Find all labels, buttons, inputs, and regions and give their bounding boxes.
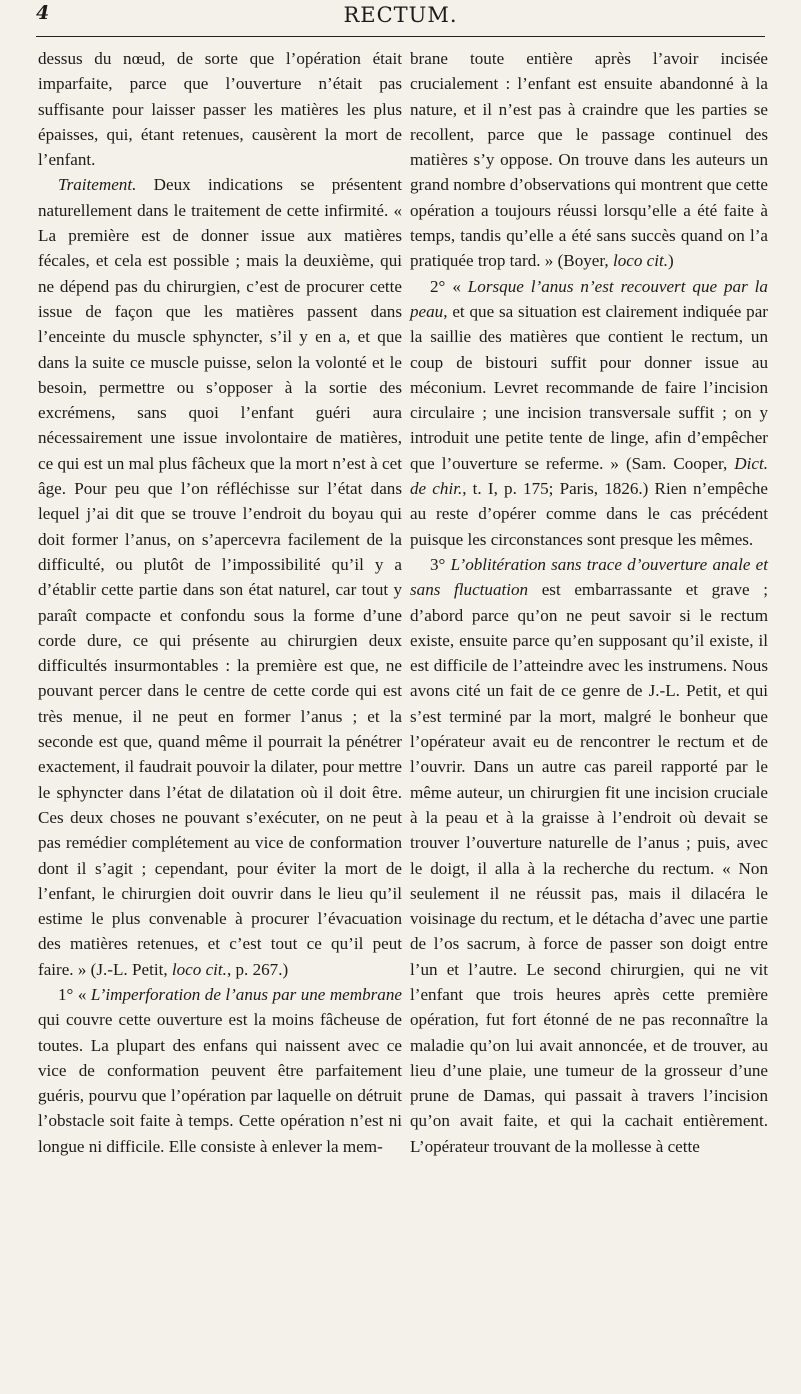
item-number: 3° <box>430 554 451 574</box>
item-heading: L’imperforation de l’anus par une membrane <box>90 984 402 1004</box>
paragraph-continuation <box>38 46 402 172</box>
paragraph-imperforation <box>38 982 402 1159</box>
page-header <box>36 2 765 37</box>
item-number: 1° « <box>58 984 91 1004</box>
paragraph-text: brane toute entière après l’avoir incisée crucialement : l’enfant est ensuite abandonné à la nature, et il n’est pas à craindre que les parties se recollent, parce que le passage continuel des matières s’y oppose. On trouve dans les auteurs un grand nombre d’observations qui montrent que cette opération a toujours réussi lorsqu’elle a été faite à temps, tandis qu’elle a été sans succès quand on l’a pratiquée trop tard. » (Boyer, <box>410 49 768 271</box>
paragraph-continuation <box>410 46 768 274</box>
item-heading: L’oblitération sans trace d’ouverture anale et sans fluctuation <box>410 554 769 600</box>
item-number: 2° « <box>430 276 468 296</box>
section-heading: Traitement. <box>58 175 137 195</box>
citation-tail: , t. I, p. 175; Paris, 1826.) Rien n’empêche au reste d’opérer comme dans le cas précédent puisque les circonstances sont presque les mêmes. <box>410 479 768 549</box>
citation-tail: , p. 267.) <box>226 959 289 979</box>
paragraph-obliteration <box>410 552 768 1159</box>
citation-ref: Dict. de chir. <box>410 453 768 499</box>
paragraph-traitement <box>38 172 402 982</box>
paragraph-text: dessus du nœud, de sorte que l’opération était imparfaite, parce que l’ouverture n’était pas suffisante pour laisser passer les matières les plus épaisses, qui, étant retenues, causèrent la mort de l’enfant. <box>38 49 402 170</box>
page-number: 4 <box>36 2 50 24</box>
running-title: RECTUM. <box>343 3 458 27</box>
paragraph-text: est embarrassante et grave ; d’abord parce qu’on ne peut savoir si le rectum existe, ensuite parce qu’en supposant qu’il existe, il est difficile de l’atteindre avec les instrumens. Nous avons cité un fait de ce genre de J.-L. Petit, et qui s’est terminé par la mort, malgré le bonheur que l’opérateur avait eu de rencontrer le rectum et de l’ouvrir. Dans un autre cas pareil rapporté par le même auteur, un chirurgien fit une incision cruciale à la peau et à la graisse à l’endroit où devait se trouver l’ouverture naturelle de l’anus ; puis, avec le doigt, il alla à la recherche du rectum. « Non seulement il ne réussit pas, mais il dilacéra le voisinage du rectum, et le détacha d’avec une partie de l’os sacrum, à force de passer son doigt entre l’un et l’autre. Le second chirurgien, qui ne vit l’enfant que trois heures après cette première opération, fut fort étonné de ne pas reconnaître la maladie qu’on lui avait annoncée, et de trouver, au lieu d’une plaie, une tumeur de la grosseur d’une prune de Damas, qui passait à travers l’incision qu’on avait faite, et qui la cachait entièrement. L’opérateur trouvant de la mollesse à cette <box>410 580 768 1156</box>
citation-ref: loco cit. <box>612 251 669 271</box>
citation-tail: ) <box>668 251 674 271</box>
paragraph-text: qui couvre cette ouverture est la moins fâcheuse de toutes. La plupart des enfans qui naissent avec ce vice de conformation peuvent être parfaitement guéris, pourvu que l’opération par laquelle on détruit l’obstacle soit faite à temps. Cette opération n’est ni longue ni difficile. Elle consiste à enlever la mem- <box>38 1010 402 1156</box>
item-heading: Lorsque l’anus n’est recouvert que par la peau <box>410 276 768 321</box>
right-column <box>410 46 768 1159</box>
paragraph-text: Deux indications se présentent naturellement dans le traitement de cette infirmité. « La première est de donner issue aux matières fécales, et cela est possible ; mais la deuxième, qui ne dépend pas du chirurgien, c’est de procurer cette issue de façon que les matières passent dans l’enceinte du muscle sphyncter, s’il y en a, et que dans la suite ce muscle puisse, selon la volonté et le besoin, permettre ou s’opposer à la sortie des excrémens, sans quoi l’enfant guéri aura nécessairement une issue involontaire de matières, ce qui est un mal plus fâcheux que la mort n’est à cet âge. Pour peu que l’on réfléchisse sur l’état dans lequel j’ai dit que se trouve l’endroit du boyau qui doit former l’anus, on s’apercevra facilement de la difficulté, ou plutôt de l’impossibilité qu’il y a d’établir cette partie dans son état naturel, car tout y paraît compacte et confondu sous la forme d’une corde dure, ce qui présente au chirurgien deux difficultés insurmontables : la première est que, ne pouvant percer dans le centre de cette corde qui est très menue, il ne peut en former l’anus ; et la seconde est que, quand même il pourrait la pénétrer exactement, il faudrait pouvoir la dilater, pour mettre le sphyncter dans l’état de dilatation où il doit être. Ces deux choses ne pouvant s’exécuter, on ne peut pas remédier complétement au vice de conformation dont il s’agit ; cependant, pour éviter la mort de l’enfant, le chirurgien doit ouvrir dans le lieu qu’il estime le plus convenable à procurer l’évacuation des matières retenues, et c’est tout ce qu’il peut faire. » (J.-L. Petit, <box>38 175 402 979</box>
paragraph-text: , et que sa situation est clairement indiquée par la saillie des matières que contient le rectum, un coup de bistouri suffit pour donner issue au méconium. Levret recommande de faire l’incision circulaire ; une incision transversale suffit ; on y introduit une petite tente de linge, afin d’empêcher que l’ouverture se referme. » (Sam. Cooper, <box>410 301 768 473</box>
left-column <box>38 46 402 1159</box>
paragraph-peau <box>410 274 768 552</box>
citation-ref: loco cit. <box>171 959 227 979</box>
